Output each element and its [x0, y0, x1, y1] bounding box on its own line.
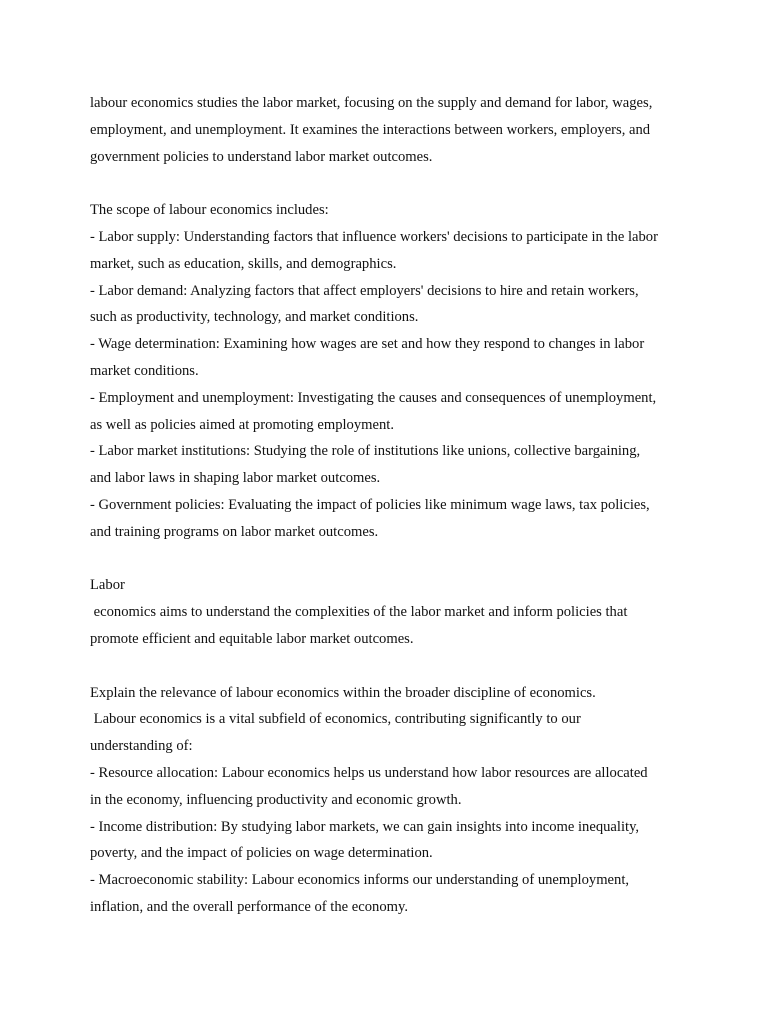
text-line: inflation, and the overall performance of the economy. [90, 898, 408, 915]
document-page [90, 90, 690, 921]
text-line: such as productivity, technology, and market conditions. [90, 309, 419, 326]
text-line: and training programs on labor market outcomes. [90, 523, 379, 540]
text-line: - Government policies: Evaluating the impact of policies like minimum wage laws, tax policies, [90, 496, 650, 513]
text-line: market conditions. [90, 362, 199, 379]
text-line: employment, and unemployment. It examines the interactions between workers, employers, and [90, 121, 651, 138]
text-line: - Resource allocation: Labour economics helps us understand how labor resources are allocated [90, 764, 648, 781]
paragraph-gap [90, 546, 690, 573]
paragraph-gap [90, 170, 690, 197]
text-line: understanding of: [90, 738, 193, 755]
text-line: government policies to understand labor market outcomes. [90, 148, 433, 165]
paragraph-gap [90, 653, 690, 680]
text-line: - Labor market institutions: Studying the role of institutions like unions, collective bargaining, [90, 443, 641, 460]
text-line: poverty, and the impact of policies on wage determination. [90, 845, 433, 862]
text-line: - Wage determination: Examining how wages are set and how they respond to changes in labor [90, 336, 645, 353]
text-line: - Labor demand: Analyzing factors that affect employers' decisions to hire and retain workers, [90, 282, 639, 299]
text-line: Labour economics is a vital subfield of economics, contributing significantly to our [90, 711, 581, 728]
text-line: and labor laws in shaping labor market outcomes. [90, 470, 381, 487]
text-line: economics aims to understand the complexities of the labor market and inform policies that [90, 604, 628, 621]
scope-heading: The scope of labour economics includes: [90, 202, 329, 219]
text-line: as well as policies aimed at promoting employment. [90, 416, 394, 433]
text-line: Labor [90, 577, 125, 594]
text-line: market, such as education, skills, and demographics. [90, 255, 397, 272]
intro-paragraph [90, 90, 690, 170]
relevance-question: Explain the relevance of labour economics within the broader discipline of economics. [90, 684, 596, 701]
aims-paragraph [90, 572, 690, 652]
text-line: - Macroeconomic stability: Labour economics informs our understanding of unemployment, [90, 872, 630, 889]
scope-section [90, 197, 690, 545]
text-line: - Income distribution: By studying labor markets, we can gain insights into income inequality, [90, 818, 640, 835]
relevance-section [90, 680, 690, 921]
text-line: in the economy, influencing productivity and economic growth. [90, 791, 462, 808]
text-line: - Employment and unemployment: Investigating the causes and consequences of unemployment, [90, 389, 657, 406]
text-line: promote efficient and equitable labor market outcomes. [90, 630, 414, 647]
text-line: - Labor supply: Understanding factors that influence workers' decisions to participate in the labor [90, 228, 658, 245]
text-line: labour economics studies the labor market, focusing on the supply and demand for labor, wages, [90, 95, 653, 111]
